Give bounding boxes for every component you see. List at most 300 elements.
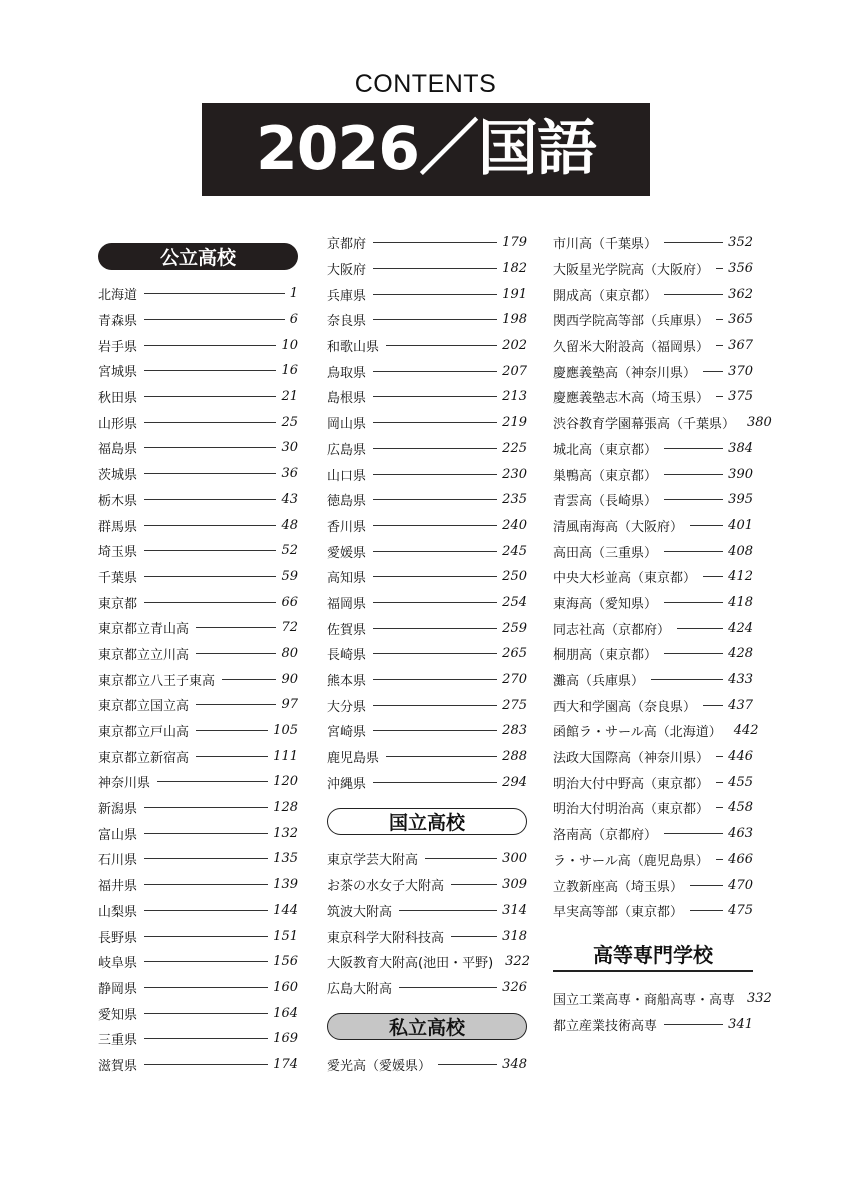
entry-page-number: 270 <box>502 672 527 688</box>
entry-name: 早実高等部（東京都） <box>553 905 684 921</box>
leader-line <box>373 551 497 552</box>
toc-entry <box>327 949 530 975</box>
toc-entry <box>327 898 527 924</box>
entry-name: 慶應義塾志木高（埼玉県） <box>553 391 710 407</box>
entry-name: 大阪府 <box>327 263 367 279</box>
toc-entry <box>98 615 298 641</box>
leader-line <box>438 1064 497 1065</box>
toc-entry <box>327 358 527 384</box>
entry-name: 滋賀県 <box>98 1058 138 1074</box>
entry-name: 埼玉県 <box>98 545 138 561</box>
entry-page-number: 288 <box>502 749 527 765</box>
leader-line <box>144 833 268 834</box>
entry-page-number: 30 <box>281 440 298 456</box>
toc-entry <box>327 461 527 487</box>
leader-line <box>144 345 276 346</box>
entry-name: 山口県 <box>327 468 367 484</box>
entry-page-number: 408 <box>728 543 753 559</box>
leader-line <box>196 653 276 654</box>
entry-page-number: 174 <box>273 1056 298 1072</box>
entry-name: 千葉県 <box>98 570 138 586</box>
toc-entry <box>98 641 298 667</box>
entry-page-number: 442 <box>733 723 759 739</box>
toc-entry <box>98 409 298 435</box>
leader-line <box>703 705 723 706</box>
entry-page-number: 275 <box>502 697 527 713</box>
entry-page-number: 424 <box>728 620 753 636</box>
entry-page-number: 428 <box>728 646 753 662</box>
toc-entry <box>553 1011 753 1037</box>
toc-entry <box>553 307 753 333</box>
toc-entry <box>327 872 527 898</box>
entry-name: 茨城県 <box>98 468 138 484</box>
section-heading-private: 私立高校 <box>327 1013 527 1040</box>
toc-entry <box>98 538 298 564</box>
entry-name: 青森県 <box>98 314 138 330</box>
toc-entry <box>98 461 298 487</box>
entry-page-number: 90 <box>281 671 298 687</box>
entry-name: 城北高（東京都） <box>553 442 658 458</box>
entry-name: 沖縄県 <box>327 776 367 792</box>
toc-entry <box>553 333 753 359</box>
entry-page-number: 240 <box>502 517 527 533</box>
entry-name: 東海高（愛知県） <box>553 596 658 612</box>
toc-entry <box>98 435 298 461</box>
toc-entry <box>327 718 527 744</box>
entry-name: 愛光高（愛媛県） <box>327 1058 432 1074</box>
toc-entry <box>553 564 753 590</box>
entry-name: 法政大国際高（神奈川県） <box>553 751 710 767</box>
leader-line <box>716 782 723 783</box>
leader-line <box>664 833 723 834</box>
leader-line <box>196 730 268 731</box>
leader-line <box>373 474 497 475</box>
entry-page-number: 314 <box>502 902 527 918</box>
entry-page-number: 370 <box>728 363 753 379</box>
leader-line <box>373 268 497 269</box>
toc-entry <box>98 898 298 924</box>
entry-page-number: 111 <box>273 748 298 764</box>
entry-page-number: 191 <box>502 286 527 302</box>
entry-page-number: 36 <box>281 466 298 482</box>
entry-name: 広島大附高 <box>327 981 393 997</box>
toc-entry <box>553 795 753 821</box>
leader-line <box>373 679 497 680</box>
leader-line <box>373 242 497 243</box>
toc-entry <box>98 872 298 898</box>
toc-entry <box>553 821 753 847</box>
leader-line <box>373 371 497 372</box>
leader-line <box>664 448 723 449</box>
entry-name: 東京都立青山高 <box>98 622 190 638</box>
entry-page-number: 198 <box>502 312 527 328</box>
entry-page-number: 225 <box>502 440 527 456</box>
entry-name: 富山県 <box>98 827 138 843</box>
toc-entry <box>553 769 753 795</box>
entry-page-number: 356 <box>728 261 753 277</box>
toc-entry <box>553 487 753 513</box>
entry-name: 静岡県 <box>98 981 138 997</box>
leader-line <box>425 858 497 859</box>
leader-line <box>373 294 497 295</box>
toc-entry <box>98 769 298 795</box>
column-3 <box>553 230 772 1037</box>
entry-name: 石川県 <box>98 853 138 869</box>
toc-entry <box>327 975 527 1001</box>
toc-entry <box>98 666 298 692</box>
toc-entry <box>327 667 527 693</box>
entry-name: 宮城県 <box>98 365 138 381</box>
leader-line <box>386 345 497 346</box>
entry-page-number: 322 <box>505 954 530 970</box>
entry-name: 長野県 <box>98 930 138 946</box>
leader-line <box>716 345 723 346</box>
entry-name: 神奈川県 <box>98 776 151 792</box>
entry-name: 市川高（千葉県） <box>553 237 658 253</box>
leader-line <box>703 371 723 372</box>
toc-entry <box>553 615 753 641</box>
entry-page-number: 466 <box>728 851 753 867</box>
toc-entry <box>98 512 298 538</box>
entry-name: 徳島県 <box>327 494 367 510</box>
entry-name: 清風南海高（大阪府） <box>553 519 684 535</box>
entry-page-number: 395 <box>728 492 753 508</box>
leader-line <box>144 987 268 988</box>
entry-page-number: 446 <box>728 749 753 765</box>
entry-name: 兵庫県 <box>327 288 367 304</box>
toc-entry <box>98 332 298 358</box>
entry-page-number: 52 <box>281 543 298 559</box>
leader-line <box>651 679 723 680</box>
entry-page-number: 384 <box>728 440 753 456</box>
entry-name: 明治大付明治高（東京都） <box>553 802 710 818</box>
entry-page-number: 128 <box>273 800 298 816</box>
toc-entry <box>553 718 759 744</box>
toc-entry <box>327 564 527 590</box>
entry-page-number: 352 <box>728 235 753 251</box>
entry-page-number: 207 <box>502 363 527 379</box>
toc-entry <box>327 307 527 333</box>
toc-entry <box>98 358 298 384</box>
leader-line <box>373 602 497 603</box>
leader-line <box>664 653 723 654</box>
toc-entry <box>327 384 527 410</box>
entry-page-number: 475 <box>728 903 753 919</box>
leader-line <box>144 807 268 808</box>
leader-line <box>716 859 723 860</box>
leader-line <box>144 319 285 320</box>
toc-entry <box>553 358 753 384</box>
entry-page-number: 362 <box>728 286 753 302</box>
toc-entry <box>98 949 298 975</box>
contents-label: CONTENTS <box>354 70 497 98</box>
toc-entry <box>98 384 298 410</box>
leader-line <box>144 858 268 859</box>
entry-list <box>98 281 298 1077</box>
leader-line <box>196 704 276 705</box>
entry-page-number: 135 <box>273 851 298 867</box>
leader-line <box>157 781 268 782</box>
entry-page-number: 458 <box>728 800 753 816</box>
entry-page-number: 326 <box>502 979 527 995</box>
leader-line <box>144 910 268 911</box>
toc-entry <box>553 410 772 436</box>
entry-page-number: 6 <box>289 312 298 328</box>
entry-name: 東京学芸大附高 <box>327 853 419 869</box>
leader-line <box>451 884 497 885</box>
entry-page-number: 250 <box>502 569 527 585</box>
page-title: 2026／国語 <box>202 103 650 196</box>
entry-name: 青雲高（長崎県） <box>553 494 658 510</box>
entry-name: 広島県 <box>327 442 367 458</box>
entry-page-number: 348 <box>502 1056 527 1072</box>
entry-page-number: 265 <box>502 646 527 662</box>
entry-page-number: 418 <box>728 594 753 610</box>
entry-page-number: 1 <box>289 286 298 302</box>
leader-line <box>716 807 723 808</box>
entry-name: 鹿児島県 <box>327 751 380 767</box>
entry-name: 慶應義塾高（神奈川県） <box>553 365 697 381</box>
entry-name: 奈良県 <box>327 314 367 330</box>
entry-page-number: 470 <box>728 877 753 893</box>
entry-page-number: 254 <box>502 594 527 610</box>
toc-entry <box>553 461 753 487</box>
entry-page-number: 341 <box>728 1016 753 1032</box>
leader-line <box>373 396 497 397</box>
column-1 <box>98 230 298 1077</box>
entry-name: 熊本県 <box>327 674 367 690</box>
leader-line <box>664 242 723 243</box>
leader-line <box>373 628 497 629</box>
toc-entry <box>98 795 298 821</box>
entry-name: 愛媛県 <box>327 545 367 561</box>
entry-page-number: 151 <box>273 928 298 944</box>
entry-list <box>553 230 772 924</box>
entry-name: 栃木県 <box>98 493 138 509</box>
entry-page-number: 160 <box>273 979 298 995</box>
entry-name: 久留米大附設高（福岡県） <box>553 340 710 356</box>
entry-page-number: 401 <box>728 517 753 533</box>
toc-entry <box>98 820 298 846</box>
entry-name: 東京都立八王子東高 <box>98 673 216 689</box>
entry-page-number: 213 <box>502 389 527 405</box>
entry-list <box>327 1051 527 1077</box>
section-heading-public: 公立高校 <box>98 243 298 270</box>
toc-entry <box>553 590 753 616</box>
leader-line <box>690 910 723 911</box>
entry-name: 愛知県 <box>98 1007 138 1023</box>
entry-name: 和歌山県 <box>327 340 380 356</box>
entry-name: 巣鴨高（東京都） <box>553 468 658 484</box>
leader-line <box>144 370 276 371</box>
entry-name: 灘高（兵庫県） <box>553 674 645 690</box>
toc-entry <box>327 641 527 667</box>
entry-name: 東京都立新宿高 <box>98 750 190 766</box>
entry-page-number: 219 <box>502 415 527 431</box>
entry-page-number: 259 <box>502 620 527 636</box>
leader-line <box>373 319 497 320</box>
leader-line <box>716 268 723 269</box>
toc-entry <box>327 769 527 795</box>
entry-name: 秋田県 <box>98 391 138 407</box>
entry-page-number: 139 <box>273 877 298 893</box>
entry-page-number: 318 <box>502 928 527 944</box>
leader-line <box>703 576 723 577</box>
leader-line <box>664 1024 723 1025</box>
entry-page-number: 437 <box>728 697 753 713</box>
toc-entry <box>98 1000 298 1026</box>
entry-name: 島根県 <box>327 391 367 407</box>
leader-line <box>399 910 497 911</box>
entry-page-number: 97 <box>281 697 298 713</box>
toc-entry <box>98 923 298 949</box>
entry-page-number: 390 <box>728 466 753 482</box>
toc-entry <box>553 986 772 1012</box>
leader-line <box>690 885 723 886</box>
entry-page-number: 455 <box>728 774 753 790</box>
toc-entry <box>98 692 298 718</box>
toc-entry <box>327 410 527 436</box>
toc-entry <box>553 436 753 462</box>
entry-name: 中央大杉並高（東京都） <box>553 571 697 587</box>
entry-page-number: 300 <box>502 851 527 867</box>
leader-line <box>144 550 276 551</box>
leader-line <box>716 756 723 757</box>
entry-page-number: 412 <box>728 569 753 585</box>
toc-entry <box>98 975 298 1001</box>
toc-entry <box>553 898 753 924</box>
leader-line <box>690 525 723 526</box>
entry-page-number: 367 <box>728 338 753 354</box>
entry-name: 開成高（東京都） <box>553 288 658 304</box>
entry-name: 函館ラ・サール高（北海道） <box>553 725 722 741</box>
leader-line <box>196 627 276 628</box>
entry-name: 関西学院高等部（兵庫県） <box>553 314 710 330</box>
entry-name: 大阪教育大附高(池田・平野) <box>327 956 494 972</box>
toc-entry <box>553 513 753 539</box>
entry-list <box>327 230 527 795</box>
leader-line <box>664 499 723 500</box>
leader-line <box>196 756 268 757</box>
toc-entry <box>98 718 298 744</box>
entry-name: 福島県 <box>98 442 138 458</box>
leader-line <box>144 1013 268 1014</box>
toc-entry <box>553 281 753 307</box>
toc-entry <box>327 923 527 949</box>
toc-entry <box>327 281 527 307</box>
entry-page-number: 72 <box>281 620 298 636</box>
leader-line <box>144 1038 268 1039</box>
leader-line <box>144 422 276 423</box>
leader-line <box>144 602 276 603</box>
entry-page-number: 59 <box>281 568 298 584</box>
toc-entry <box>553 847 753 873</box>
leader-line <box>373 422 497 423</box>
toc-entry <box>327 615 527 641</box>
entry-page-number: 332 <box>747 990 772 1006</box>
toc-entry <box>327 1051 527 1077</box>
entry-name: 国立工業高専・商船高専・高専 <box>553 992 736 1008</box>
entry-page-number: 144 <box>273 902 298 918</box>
entry-name: 鳥取県 <box>327 365 367 381</box>
leader-line <box>144 936 268 937</box>
entry-name: 新潟県 <box>98 802 138 818</box>
section-heading-national: 国立高校 <box>327 808 527 835</box>
leader-line <box>144 499 276 500</box>
leader-line <box>373 525 497 526</box>
entry-name: 高知県 <box>327 571 367 587</box>
entry-page-number: 235 <box>502 492 527 508</box>
toc-entry <box>553 641 753 667</box>
entry-page-number: 202 <box>502 338 527 354</box>
entry-name: 岐阜県 <box>98 956 138 972</box>
entry-page-number: 10 <box>281 337 298 353</box>
toc-entry <box>98 281 298 307</box>
leader-line <box>373 705 497 706</box>
leader-line <box>373 448 497 449</box>
entry-name: 高田高（三重県） <box>553 545 658 561</box>
entry-page-number: 132 <box>273 825 298 841</box>
entry-page-number: 120 <box>273 774 298 790</box>
toc-entry <box>553 538 753 564</box>
entry-name: 東京都立国立高 <box>98 699 190 715</box>
entry-name: 都立産業技術高専 <box>553 1018 658 1034</box>
entry-name: 東京都立立川高 <box>98 647 190 663</box>
leader-line <box>451 936 497 937</box>
entry-page-number: 80 <box>281 645 298 661</box>
entry-page-number: 66 <box>281 594 298 610</box>
toc-entry <box>553 256 753 282</box>
entry-name: 群馬県 <box>98 519 138 535</box>
entry-name: ラ・サール高（鹿児島県） <box>553 853 709 869</box>
entry-name: 佐賀県 <box>327 622 367 638</box>
leader-line <box>144 396 276 397</box>
entry-name: 香川県 <box>327 519 367 535</box>
leader-line <box>716 396 723 397</box>
toc-entry <box>327 436 527 462</box>
entry-name: 西大和学園高（奈良県） <box>553 699 697 715</box>
entry-name: 東京都立戸山高 <box>98 725 190 741</box>
entry-page-number: 245 <box>502 543 527 559</box>
entry-page-number: 380 <box>747 415 772 431</box>
toc-entry <box>327 846 527 872</box>
toc-entry <box>327 256 527 282</box>
entry-list <box>553 986 772 1037</box>
entry-name: 岩手県 <box>98 339 138 355</box>
entry-page-number: 463 <box>728 826 753 842</box>
entry-name: 福井県 <box>98 879 138 895</box>
leader-line <box>664 551 723 552</box>
entry-name: 岡山県 <box>327 417 367 433</box>
leader-line <box>144 576 276 577</box>
entry-name: 京都府 <box>327 237 367 253</box>
toc-entry <box>327 230 527 256</box>
entry-page-number: 294 <box>502 774 527 790</box>
toc-entry <box>98 846 298 872</box>
column-2 <box>327 230 530 1077</box>
entry-name: 三重県 <box>98 1033 138 1049</box>
toc-entry <box>98 1052 298 1078</box>
entry-page-number: 25 <box>281 414 298 430</box>
leader-line <box>664 294 723 295</box>
leader-line <box>144 293 285 294</box>
toc-entry <box>327 538 527 564</box>
entry-page-number: 156 <box>273 954 298 970</box>
entry-page-number: 105 <box>273 723 298 739</box>
entry-name: 北海道 <box>98 288 138 304</box>
toc-entry <box>327 744 527 770</box>
entry-name: 山形県 <box>98 416 138 432</box>
